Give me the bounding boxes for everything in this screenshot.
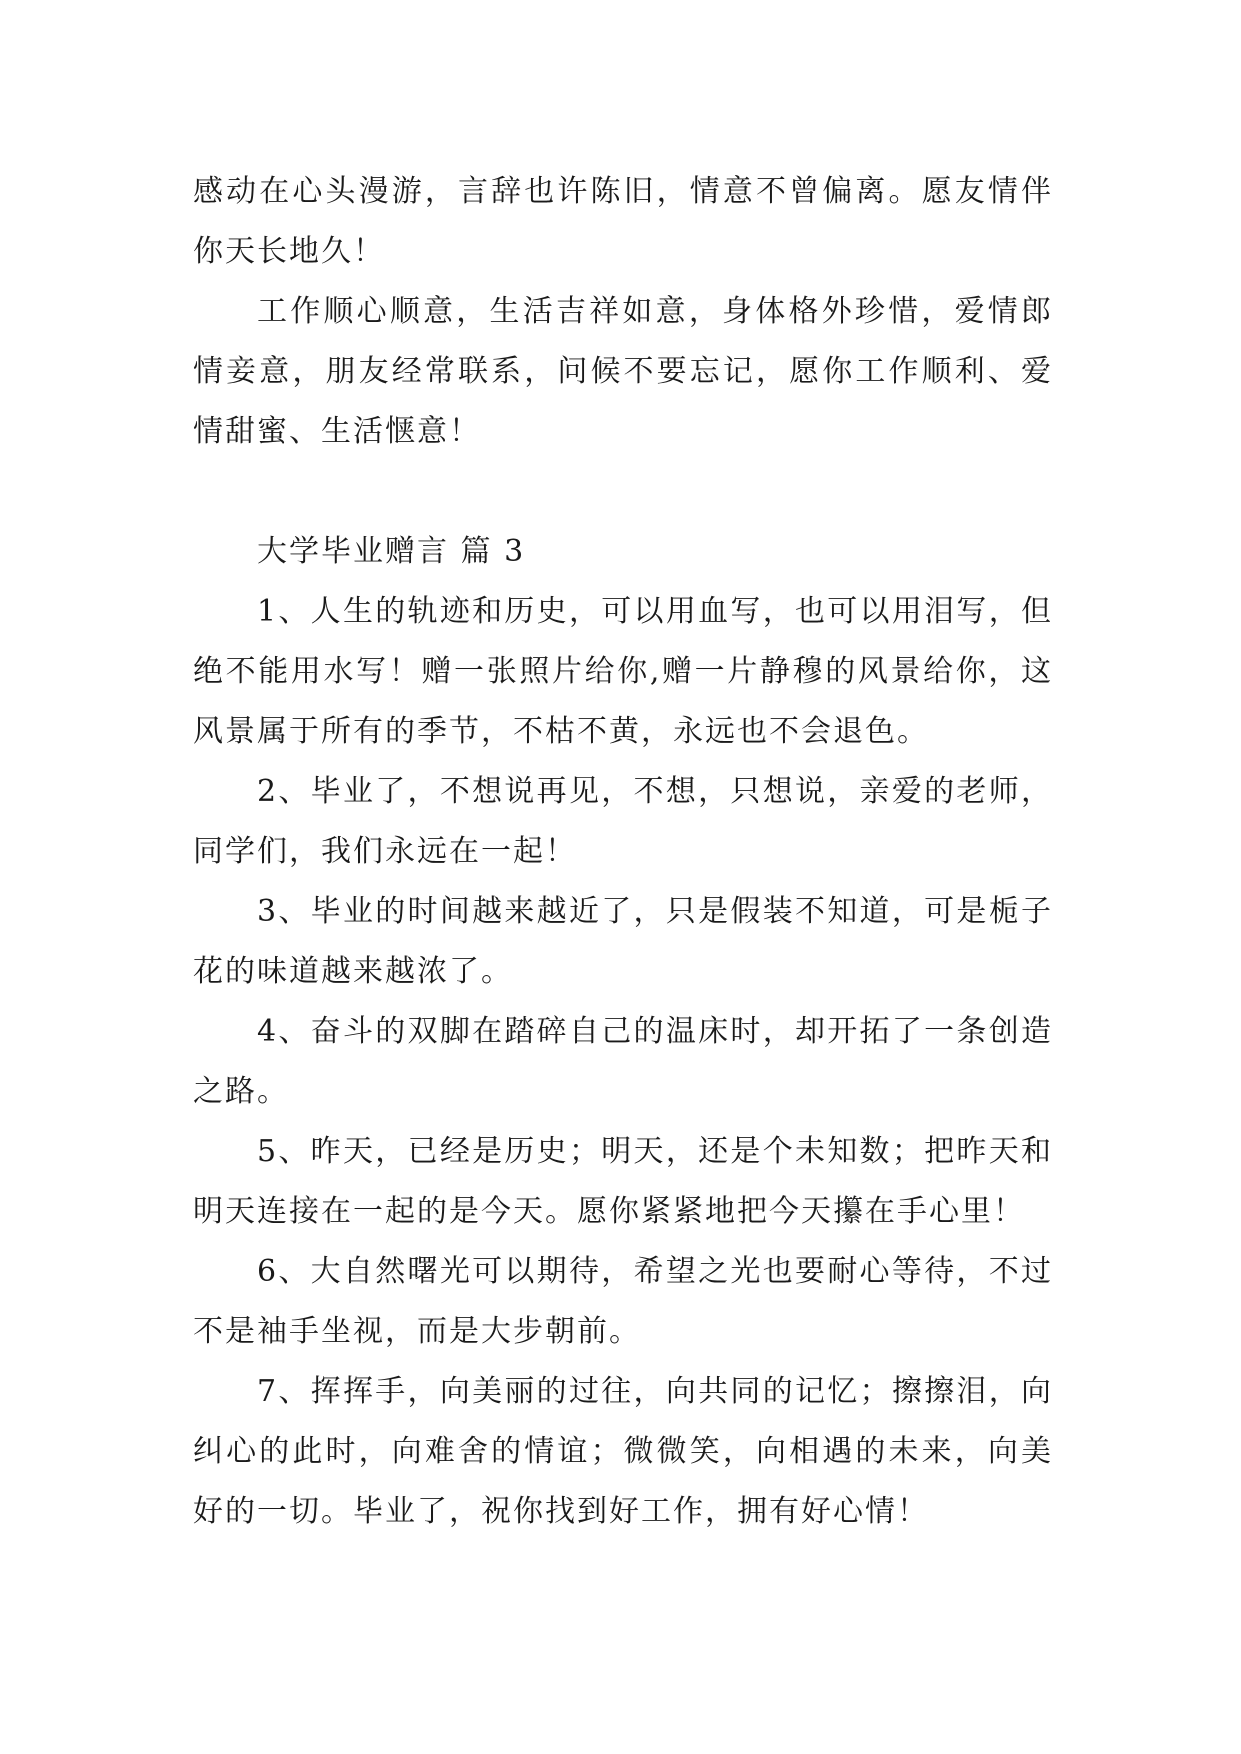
list-item: 1、人生的轨迹和历史，可以用血写，也可以用泪写，但绝不能用水写！赠一张照片给你,赠一片静穆的风景给你，这风景属于所有的季节，不枯不黄，永远也不会退色。 [193,594,1053,749]
list-item: 7、挥挥手，向美丽的过往，向共同的记忆；擦擦泪，向纠心的此时，向难舍的情谊；微微笑，向相遇的未来，向美好的一切。毕业了，祝你找到好工作，拥有好心情！ [193,1374,1053,1529]
list-item: 3、毕业的时间越来越近了，只是假装不知道，可是栀子花的味道越来越浓了。 [193,894,1053,989]
document-body [193,162,1053,1542]
list-item: 6、大自然曙光可以期待，希望之光也要耐心等待，不过不是袖手坐视，而是大步朝前。 [193,1254,1053,1349]
list-item: 4、奋斗的双脚在踏碎自己的温床时，却开拓了一条创造之路。 [193,1014,1053,1109]
paragraph-wishes: 工作顺心顺意，生活吉祥如意，身体格外珍惜，爱情郎情妾意，朋友经常联系，问候不要忘记，愿你工作顺利、爱情甜蜜、生活惬意！ [193,294,1053,449]
paragraph-continued: 感动在心头漫游，言辞也许陈旧，情意不曾偏离。愿友情伴你天长地久！ [193,174,1053,269]
section-title: 大学毕业赠言 篇 3 [257,534,526,569]
list-item: 2、毕业了，不想说再见，不想，只想说，亲爱的老师，同学们，我们永远在一起！ [193,774,1053,869]
list-item: 5、昨天，已经是历史；明天，还是个未知数；把昨天和明天连接在一起的是今天。愿你紧紧地把今天攥在手心里！ [193,1134,1053,1229]
